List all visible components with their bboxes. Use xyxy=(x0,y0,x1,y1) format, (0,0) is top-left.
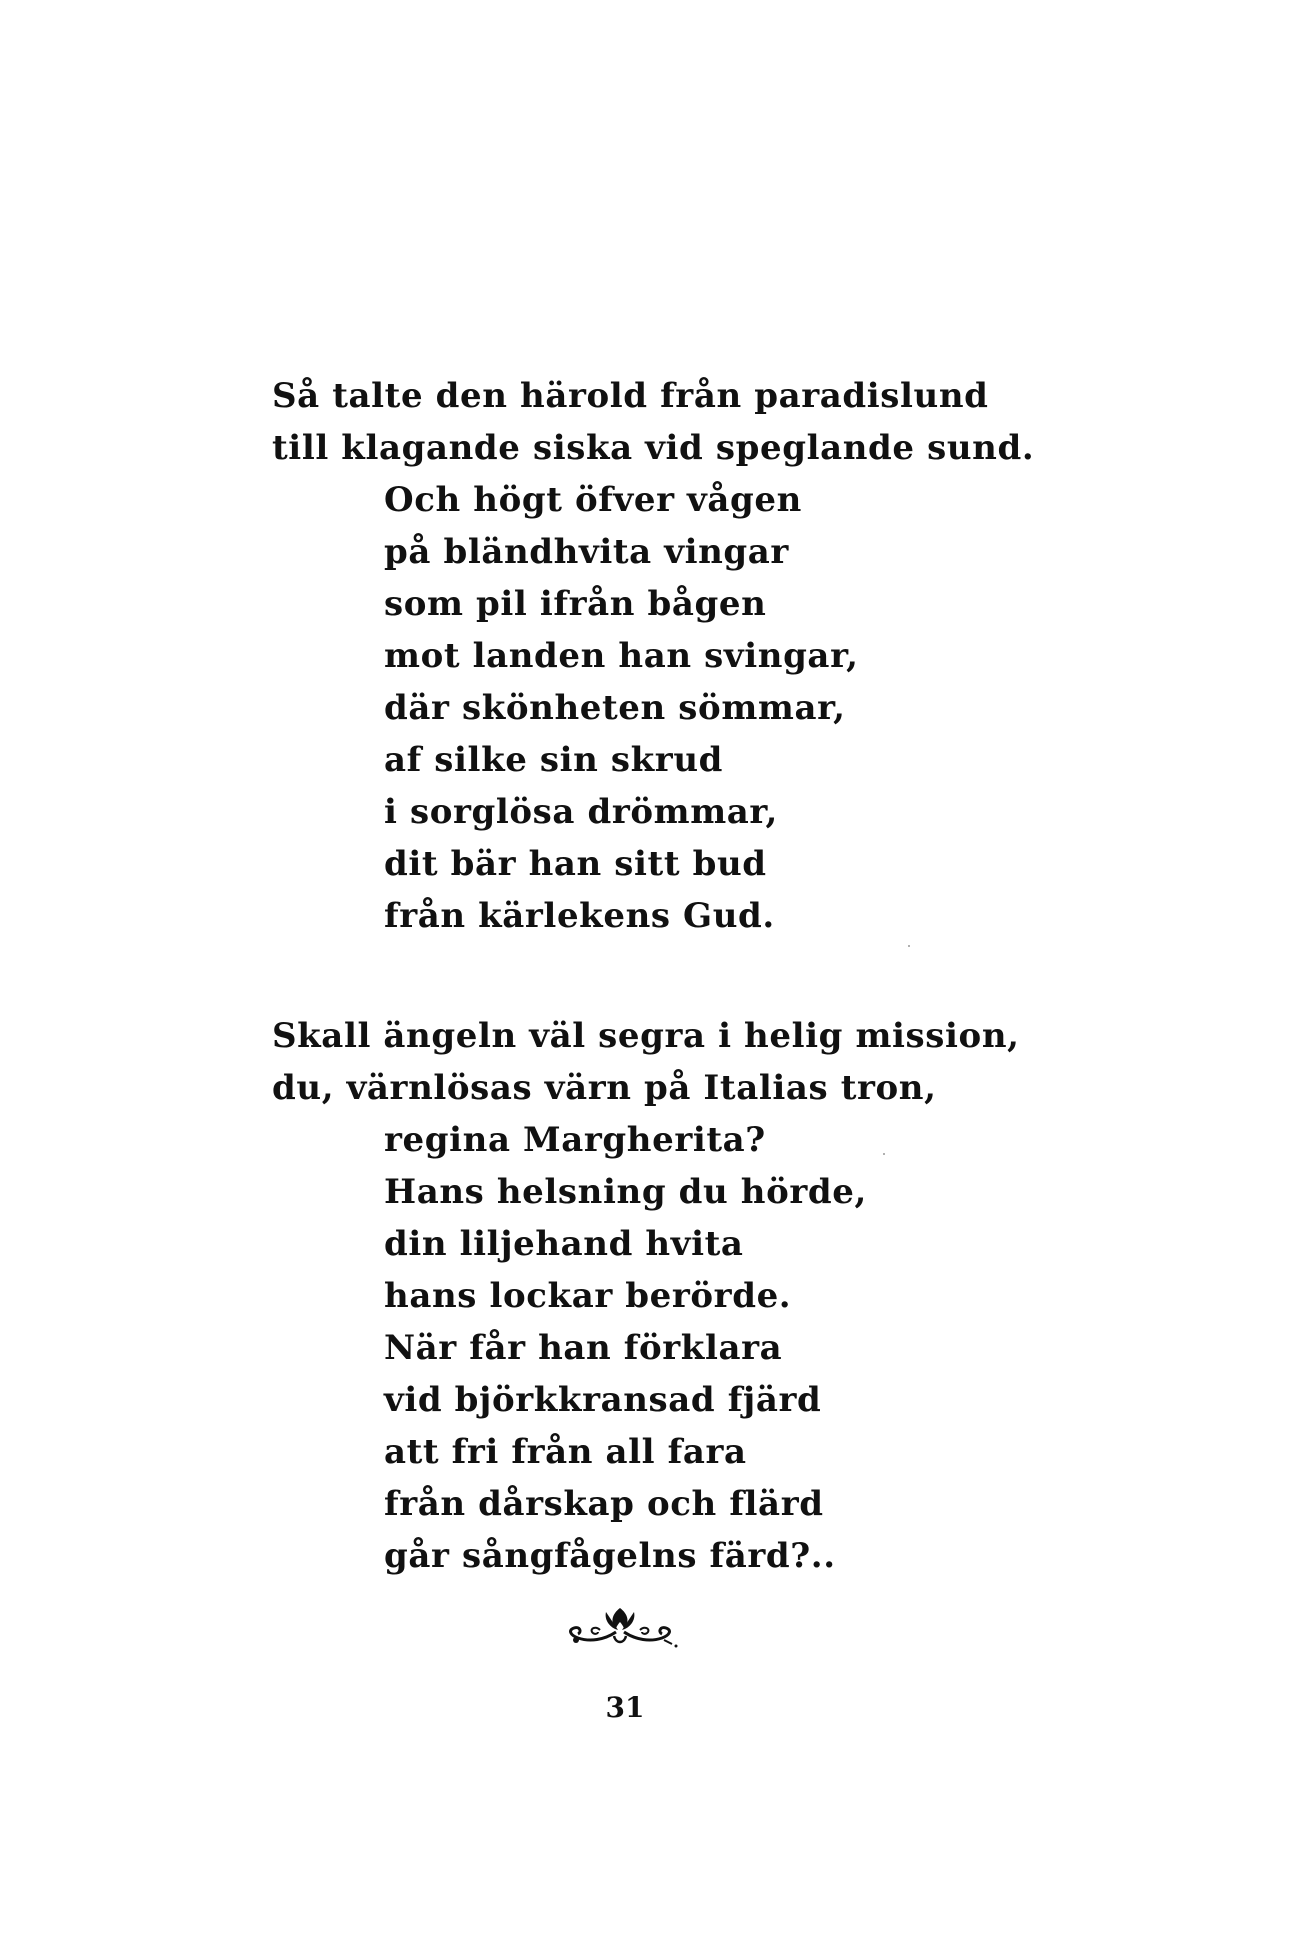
poem-line: hans lockar berörde. xyxy=(384,1276,792,1316)
poem-line: som pil ifrån bågen xyxy=(384,584,767,624)
poem-line: din liljehand hvita xyxy=(384,1224,744,1264)
poem-line: När får han förklara xyxy=(384,1328,783,1368)
poem-line: i sorglösa drömmar, xyxy=(384,792,778,832)
poem-line: går sångfågelns färd?.. xyxy=(384,1536,836,1576)
poem-line: Skall ängeln väl segra i helig mission, xyxy=(272,1016,1020,1056)
poem-line: af silke sin skrud xyxy=(384,740,724,780)
poem-line: där skönheten sömmar, xyxy=(384,688,846,728)
poem-line: Så talte den härold från paradislund xyxy=(272,376,989,416)
poem-line: från kärlekens Gud. xyxy=(384,896,775,936)
poem-line: regina Margherita? xyxy=(384,1120,766,1160)
poem-line: mot landen han svingar, xyxy=(384,636,859,676)
poem-line: vid björkkransad fjärd xyxy=(384,1380,822,1420)
poem-line: till klagande siska vid speglande sund. xyxy=(272,428,1035,468)
poem-line: dit bär han sitt bud xyxy=(384,844,767,884)
paper-speck xyxy=(883,1153,885,1155)
poem-stanza-2 xyxy=(272,1010,1020,1582)
poem-line: från dårskap och flärd xyxy=(384,1484,824,1524)
paper-speck xyxy=(908,945,910,947)
floral-ornament-icon xyxy=(560,1600,680,1648)
poem-line: Hans helsning du hörde, xyxy=(384,1172,867,1212)
poem-line: att fri från all fara xyxy=(384,1432,747,1472)
poem-line: Och högt öfver vågen xyxy=(384,480,802,520)
poem-line: på bländhvita vingar xyxy=(384,532,789,572)
poem-stanza-1 xyxy=(272,370,1034,942)
poem-line: du, värnlösas värn på Italias tron, xyxy=(272,1068,937,1108)
page-number: 31 xyxy=(605,1691,645,1724)
